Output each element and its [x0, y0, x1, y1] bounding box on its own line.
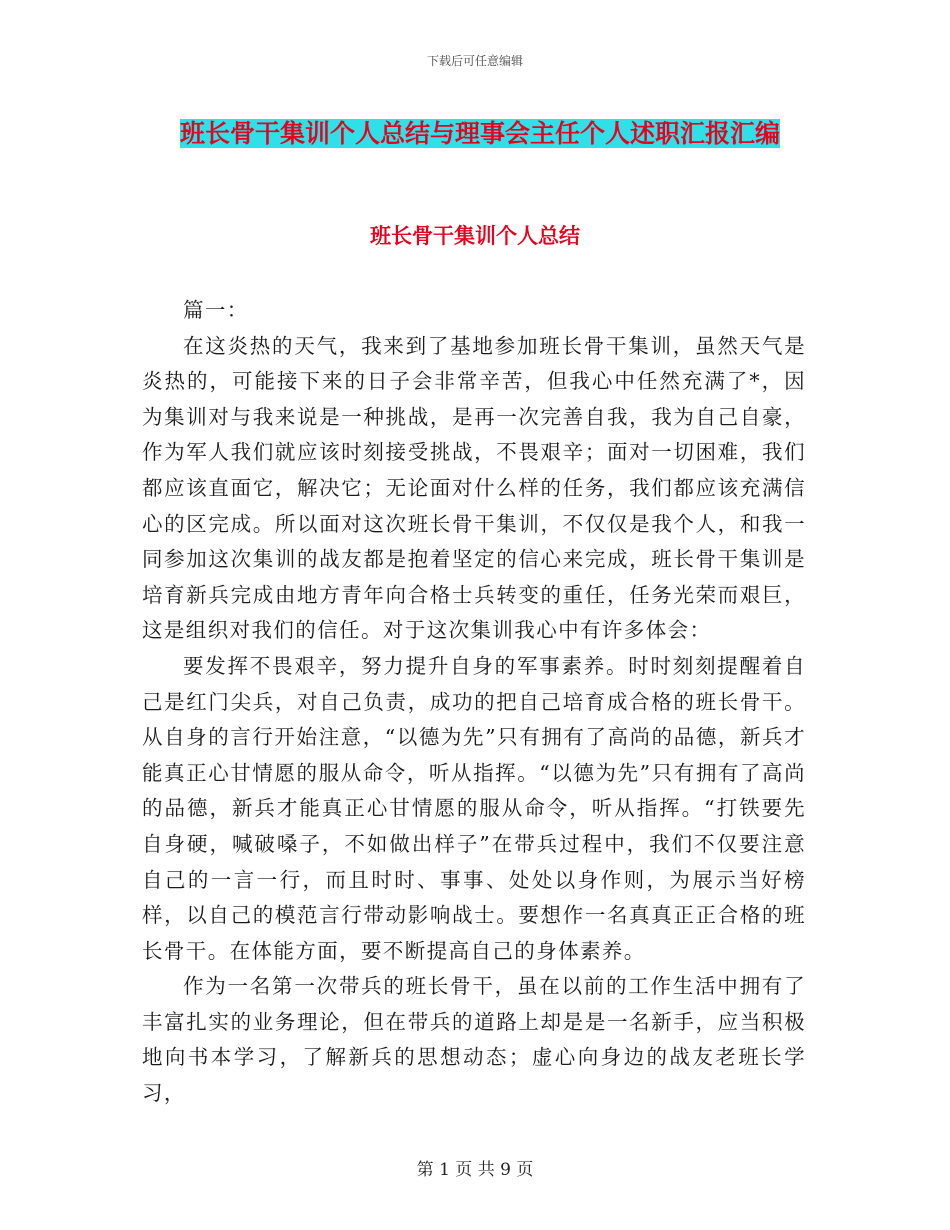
- document-title: [140, 112, 820, 156]
- header-note: 下载后可任意编辑: [426, 54, 523, 68]
- body-text: [142, 293, 806, 1112]
- page-footer: 第 1 页 共 9 页: [416, 1160, 534, 1180]
- paragraph: 作为一名第一次带兵的班长骨干，虽在以前的工作生活中拥有了丰富扎实的业务理论，但在带兵的道路上却是是一名新手，应当积极地向书本学习，了解新兵的思想动态；虚心向身边的战友老班长学习，: [142, 974, 806, 1106]
- paragraph: 要发挥不畏艰辛，努力提升自身的军事素养。时时刻刻提醒着自己是红门尖兵，对自己负责，成功的把自己培育成合格的班长骨干。从自身的言行开始注意，“以德为先”只有拥有了高尚的品德，新兵才能真正心甘情愿的服从命令，听从指挥。“以德为先”只有拥有了高尚的品德，新兵才能真正心甘情愿的服从命令，听从指挥。“打铁要先自身硬，喊破嗓子，不如做出样子”在带兵过程中，我们不仅要注意自己的一言一行，而且时时、事事、处处以身作则，为展示当好榜样，以自己的模范言行带动影响战士。要想作一名真真正正合格的班长骨干。在体能方面，要不断提高自己的身体素养。: [142, 653, 806, 963]
- document-title-text: 班长骨干集训个人总结与理事会主任个人述职汇报汇编: [179, 119, 780, 148]
- section-title: 班长骨干集训个人总结: [370, 223, 580, 248]
- paragraph-heading: 篇一：: [183, 298, 249, 322]
- paragraph: 在这炎热的天气，我来到了基地参加班长骨干集训，虽然天气是炎热的，可能接下来的日子会非常辛苦，但我心中任然充满了*，因为集训对与我来说是一种挑战，是再一次完善自我，我为自己自豪，作为军人我们就应该时刻接受挑战，不畏艰辛；面对一切困难，我们都应该直面它，解决它；无论面对什么样的任务，我们都应该充满信心的区完成。所以面对这次班长骨干集训，不仅仅是我个人，和我一同参加这次集训的战友都是抱着坚定的信心来完成，班长骨干集训是培育新兵完成由地方青年向合格士兵转变的重任，任务光荣而艰巨，这是组织对我们的信任。对于这次集训我心中有许多体会：: [142, 333, 806, 643]
